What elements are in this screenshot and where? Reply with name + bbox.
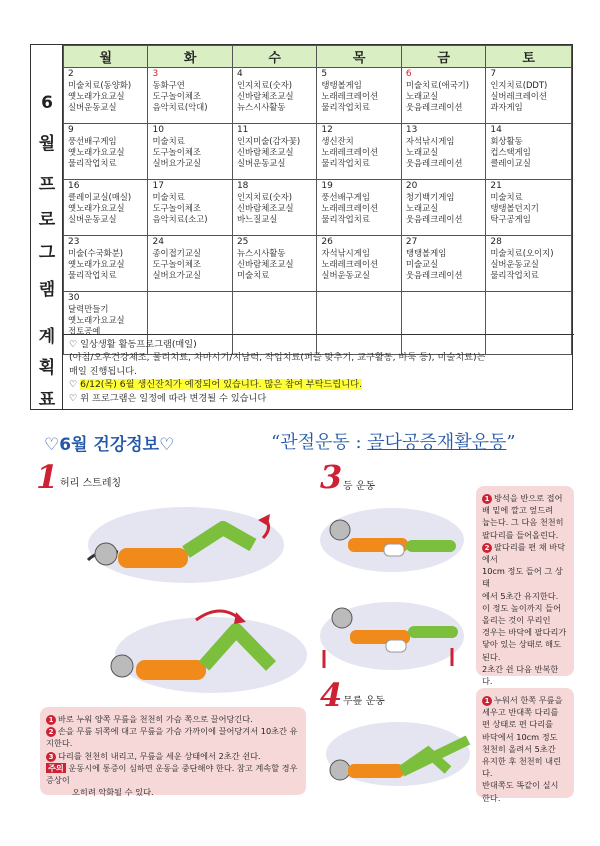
day-number: 9	[68, 125, 74, 135]
calendar-day-cell	[317, 68, 401, 124]
activity-item: 미술치료	[152, 136, 185, 146]
activity-item: 웃음레크레이션	[405, 158, 463, 168]
calendar-day-cell	[317, 236, 401, 292]
exercise-1-figure-b	[86, 600, 336, 700]
activity-item: 물리작업치료	[490, 270, 539, 280]
ex4-l0: 누워서 한쪽 무릎을	[494, 695, 563, 705]
side-char: 6	[41, 93, 53, 113]
activity-item: 회상활동	[490, 136, 523, 146]
ex3-s1-l0: 방석을 반으로 접어	[494, 493, 563, 503]
activity-item: 클레이교실(매실)	[68, 192, 132, 202]
instruction-3-text: 다리를 천천히 내리고, 무릎을 세운 상태에서 2초간 쉰다.	[58, 750, 261, 761]
activity-item: 미술교실	[405, 259, 439, 269]
weekday-header: 수	[232, 46, 316, 68]
note-daily-detail-2: 매일 진행됩니다.	[69, 365, 137, 377]
instruction-1	[46, 713, 300, 725]
activity-item: 노래레크레이션	[321, 91, 379, 101]
side-title	[31, 45, 63, 409]
day-number: 28	[490, 237, 502, 247]
side-char: 월	[38, 134, 56, 154]
day-number: 2	[68, 69, 74, 79]
step-1-badge: 1	[482, 696, 492, 706]
day-number: 19	[321, 181, 333, 191]
notes-section	[63, 334, 574, 411]
activity-item: 청기백기게임	[405, 192, 455, 202]
activity-item: 접토공예	[68, 326, 101, 336]
step-3-badge: 3	[46, 752, 56, 762]
day-number: 23	[68, 237, 80, 247]
side-char: 그	[38, 243, 56, 263]
activity-item: 탱탱볼던지기	[490, 203, 539, 213]
exercise-4-number: 4	[320, 676, 343, 714]
activity-item: 탁구공게임	[490, 214, 531, 224]
activity-item: 실버요가교실	[152, 270, 202, 280]
ex4-l4: 천천히 올려서 5초간	[482, 743, 556, 754]
weekday-header: 목	[317, 46, 401, 68]
day-number: 20	[405, 181, 418, 191]
step-2-badge: 2	[482, 543, 492, 553]
note-daily: ♡ 일상생활 활동프로그램(매일)	[69, 339, 197, 350]
activity-item: 미술치료(오이지)	[490, 248, 554, 258]
activity-item: 클레이교실	[490, 158, 531, 168]
side-char: 프	[38, 175, 56, 195]
activity-item: 옛노래가요교실	[68, 315, 125, 325]
note-daily-detail: (아침/오후건강체조, 물리치료, 차마시기/지남력, 작업치료(퍼즐 맞추기, 교구활동, 바둑 등), 미술치료)는	[69, 352, 486, 364]
ex3-s2-l2: 에서 5초간 유지한다.	[482, 590, 559, 601]
note-birthday-highlight: 6/12(목) 6월 생신잔치가 예정되어 있습니다. 많은 참여 부탁드립니다.	[80, 379, 362, 391]
activity-item: 미술치료(애국기)	[405, 80, 470, 90]
calendar-day-cell	[232, 124, 316, 180]
activity-item: 도구놀이체조	[152, 147, 202, 157]
activity-item: 실버운동교실	[321, 270, 370, 280]
activity-item: 동화구연	[152, 80, 185, 90]
instruction-2	[46, 725, 300, 749]
day-number: 17	[152, 181, 164, 191]
calendar-day-cell	[64, 68, 148, 124]
calendar-week-row	[64, 68, 572, 124]
calendar-day-cell	[148, 180, 232, 236]
ex4-l3: 바닥에서 10cm 정도	[482, 731, 558, 742]
day-number: 5	[321, 69, 328, 79]
weekday-header: 토	[486, 46, 572, 68]
day-number: 18	[236, 181, 249, 191]
day-number: 16	[68, 181, 80, 191]
activity-item: 풍선배구게임	[68, 136, 117, 146]
ex4-l2: 편 상태로 편 다리를	[482, 719, 554, 730]
ex4-l1: 세우고 반대쪽 다리를	[482, 707, 559, 718]
activity-item: 자석낚시게임	[405, 136, 455, 146]
calendar-day-cell	[232, 68, 316, 124]
activity-item: 신바람체조교실	[236, 203, 294, 213]
day-number: 21	[490, 181, 502, 191]
activity-item: 실버운동교실	[68, 214, 117, 224]
exercise-3-label: 등 운동	[343, 481, 376, 492]
activity-item: 옛노래가요교실	[68, 147, 125, 157]
activity-item: 신바람체조교실	[236, 259, 294, 269]
side-char: 획	[38, 358, 56, 378]
step-1-badge: 1	[46, 715, 56, 725]
calendar-day-cell	[64, 124, 148, 180]
activity-item: 미술치료(동양화)	[68, 80, 132, 90]
warning-label: 주의	[48, 762, 64, 773]
ex3-s2-l4: 올리는 것이 무리인	[482, 615, 551, 626]
activity-item: 컵스택게임	[490, 147, 531, 157]
side-char: 표	[38, 390, 56, 410]
day-number: 3	[152, 69, 159, 79]
ex3-s2-l8: 2초간 쉰 다음 반복한다.	[482, 663, 559, 687]
calendar-day-cell	[486, 236, 572, 292]
activity-item: 과자게임	[490, 102, 523, 112]
exercise-4-label: 무릎 운동	[343, 696, 385, 707]
activity-item: 인지치료(숫자)	[236, 80, 293, 90]
activity-item: 도구놀이체조	[152, 203, 202, 213]
note-change: ♡ 위 프로그램은 일정에 따라 변경될 수 있습니다	[69, 392, 267, 404]
activity-item: 물리작업치료	[321, 102, 370, 112]
instruction-3	[46, 750, 300, 762]
activity-item: 웃음레크레이션	[405, 214, 463, 224]
activity-item: 신바람체조교실	[236, 147, 294, 157]
warning-text: 운동시에 통증이 심하면 운동을 중단해야 한다. 참고 계속할 경우 증상이	[46, 762, 298, 786]
calendar-day-cell	[486, 124, 572, 180]
calendar-week-row	[64, 124, 572, 180]
activity-item: 실버요가교실	[152, 158, 202, 168]
day-number: 11	[236, 125, 249, 135]
calendar-day-cell	[401, 68, 485, 124]
exercise-4-figure	[318, 712, 478, 792]
activity-item: 탱탱볼게임	[405, 248, 447, 258]
ex3-s1-l1: 배 밑에 깔고 엎드려	[482, 505, 554, 516]
activity-item: 노래교실	[405, 203, 439, 213]
exercise-1-label: 허리 스트레칭	[60, 478, 122, 489]
activity-item: 실버운동교실	[490, 259, 539, 269]
calendar-day-cell	[486, 68, 572, 124]
side-char: 램	[38, 280, 56, 300]
exercise-3-figure-a	[312, 498, 472, 578]
exercise-4-instructions	[476, 688, 574, 803]
day-number: 12	[321, 125, 333, 135]
calendar-day-cell	[64, 236, 148, 292]
instruction-1-text: 바로 누워 양쪽 무릎을 천천히 가슴 쪽으로 끌어당긴다.	[58, 714, 253, 724]
activity-item: 뉴스시사활동	[236, 248, 286, 258]
calendar-week-row	[64, 180, 572, 236]
note-birthday-prefix: ♡	[69, 379, 81, 391]
weekday-header: 월	[64, 46, 148, 68]
side-char: 로	[38, 210, 56, 230]
day-number: 4	[236, 69, 243, 79]
exercise-3-figure-b	[312, 590, 472, 680]
step-1-badge: 1	[482, 494, 492, 504]
calendar-day-cell	[148, 124, 232, 180]
calendar-week-row	[64, 236, 572, 292]
activity-item: 뉴스시사활동	[236, 102, 286, 112]
activity-item: 달력만들기	[68, 304, 109, 314]
calendar-day-cell	[486, 180, 572, 236]
activity-item: 노래레크레이션	[321, 147, 379, 157]
ex3-s2-l3: 이 정도 높이까지 들어	[482, 602, 561, 613]
activity-item: 물리작업치료	[68, 270, 117, 280]
activity-item: 옛노래가요교실	[68, 259, 125, 269]
activity-item: 실버운동교실	[68, 102, 117, 112]
day-number: 30	[68, 293, 80, 303]
activity-item: 음악치료(소고)	[152, 214, 208, 224]
activity-item: 미술치료	[152, 192, 185, 202]
day-number: 10	[152, 125, 164, 135]
note-birthday	[69, 378, 568, 391]
activity-item: 탱탱볼게임	[321, 80, 362, 90]
activity-item: 바느질교실	[236, 214, 278, 224]
calendar-day-cell	[148, 236, 232, 292]
health-title: ♡6월 건강정보♡	[44, 435, 175, 455]
health-subtitle	[271, 428, 516, 454]
activity-item: 실버레크레이션	[490, 91, 547, 101]
calendar-day-cell	[401, 180, 485, 236]
activity-item: 인지치료(DDT)	[490, 80, 548, 90]
activity-item: 옛노래가요교실	[68, 91, 125, 101]
activity-item: 웃음레크레이션	[405, 102, 463, 112]
day-number: 24	[152, 237, 164, 247]
side-char: 계	[38, 327, 56, 347]
calendar-day-cell	[317, 124, 401, 180]
calendar-day-cell	[232, 236, 316, 292]
exercise-1-number: 1	[36, 458, 59, 496]
calendar-day-cell	[401, 124, 485, 180]
ex4-l5: 유지한 후 천천히 내린다.	[482, 756, 561, 779]
instruction-2-text: 손을 무릎 뒤쪽에 대고 무릎을 가슴 가까이에 끌어당겨서 10초간 유지한다.	[46, 726, 298, 749]
ex3-step-2	[482, 541, 568, 687]
activity-item: 인지치료(숫자)	[236, 192, 293, 202]
weekday-header: 화	[148, 46, 232, 68]
day-number: 27	[405, 237, 418, 247]
weekday-header-row	[64, 46, 572, 68]
activity-item: 실버운동교실	[236, 158, 286, 168]
calendar-day-cell	[148, 68, 232, 124]
subtitle-prefix: “관절운동 :	[271, 432, 368, 453]
ex4-l7: 한다.	[482, 792, 501, 803]
weekday-header: 금	[401, 46, 485, 68]
step-2-badge: 2	[46, 727, 56, 737]
ex3-s2-l6: 닿아 있는 상태로 해도	[482, 639, 561, 650]
activity-item: 도구놀이체조	[152, 259, 202, 269]
activity-item: 노래교실	[405, 91, 439, 101]
ex3-step-1	[482, 492, 568, 541]
program-sheet	[30, 44, 573, 410]
activity-item: 인지미술(감자꽃)	[236, 136, 301, 146]
activity-item: 신바람체조교실	[236, 91, 294, 101]
ex3-s1-l2: 눕는다. 그 다음 천천히	[482, 517, 564, 528]
day-number: 13	[405, 125, 418, 135]
ex3-s2-l5: 경우는 바닥에 팔다리가	[482, 627, 567, 638]
activity-item: 미술(수국화분)	[68, 248, 124, 258]
ex3-s2-l0: 팔다리를 편 채 바닥에서	[482, 541, 566, 565]
calendar-day-cell	[401, 236, 485, 292]
calendar-day-cell	[64, 180, 148, 236]
activity-item: 미술치료	[236, 270, 270, 280]
ex3-s2-l1: 10cm 정도 들어 그 상태	[482, 566, 563, 589]
exercise-3-instructions	[476, 486, 574, 687]
ex3-s2-l7: 된다.	[482, 651, 501, 662]
day-number: 14	[490, 125, 502, 135]
day-number: 25	[236, 237, 249, 247]
activity-item: 종이접기교실	[152, 248, 202, 258]
calendar-table	[63, 45, 572, 355]
activity-item: 노래교실	[405, 147, 439, 157]
activity-item: 생신잔치	[321, 136, 354, 146]
subtitle-suffix: ”	[506, 432, 516, 453]
exercise-3-number: 3	[320, 458, 343, 496]
activity-item: 미술치료	[490, 192, 523, 202]
day-number: 7	[490, 69, 497, 79]
activity-item: 물리작업치료	[68, 158, 117, 168]
day-number: 26	[321, 237, 333, 247]
activity-item: 물리작업치료	[321, 158, 370, 168]
warning-text-2: 오히려 악화될 수 있다.	[72, 787, 154, 798]
activity-item: 웃음레크레이션	[405, 270, 463, 280]
activity-item: 풍선배구게임	[321, 192, 370, 202]
activity-item: 노래레크레이션	[321, 259, 379, 269]
activity-item: 물리작업치료	[321, 214, 370, 224]
activity-item: 도구놀이체조	[152, 91, 202, 101]
activity-item: 노래레크레이션	[321, 203, 379, 213]
ex4-l6: 반대쪽도 똑같이 실시	[482, 780, 559, 791]
activity-item: 음악치료(악대)	[152, 102, 208, 112]
calendar-day-cell	[232, 180, 316, 236]
activity-item: 자석낚시게임	[321, 248, 370, 258]
calendar-day-cell	[317, 180, 401, 236]
health-info-header	[44, 430, 574, 454]
day-number: 6	[405, 69, 412, 79]
exercise-1-instructions	[40, 707, 306, 798]
subtitle-link: 골다공증재활운동	[367, 432, 507, 453]
ex3-s1-l3: 팔다리를 들어올린다.	[482, 529, 559, 540]
warning	[46, 762, 300, 786]
activity-item: 옛노래가요교실	[68, 203, 125, 213]
exercise-1-figure-a	[58, 490, 308, 590]
